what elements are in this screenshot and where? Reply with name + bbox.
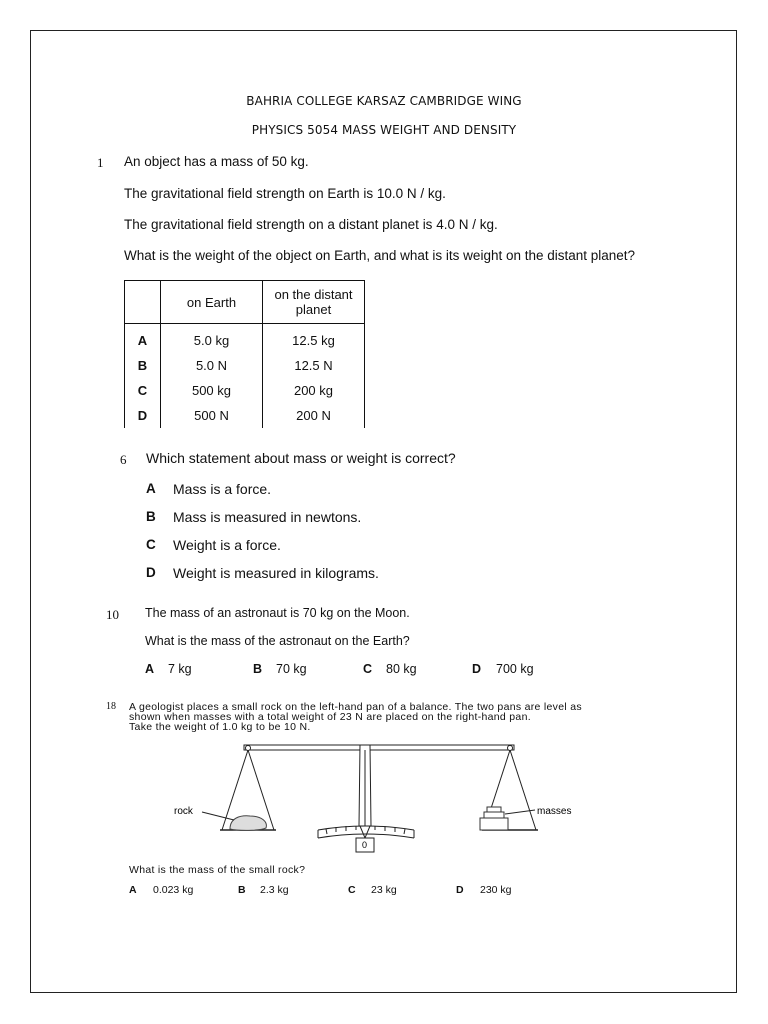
q18-option-a-letter: A [129,884,137,896]
subject-title: PHYSICS 5054 MASS WEIGHT AND DENSITY [251,123,517,137]
q18-line-2: shown when masses with a total weight of 23 N are placed on the right-hand pan. [129,711,531,723]
q18-option-c-text: 23 kg [371,884,397,896]
row-planet: 200 N [263,403,365,428]
scale-zero-label: 0 [362,840,368,850]
masses-stack [480,807,508,830]
table-header-planet: on the distant planet [263,281,365,324]
q18-option-b-letter: B [238,884,246,896]
rock-shape [230,816,266,831]
balance-diagram [160,738,600,860]
balance-pillar [356,745,374,852]
q10-option-b-letter: B [253,662,263,676]
q10-line-1: The mass of an astronaut is 70 kg on the Moon. [145,606,410,620]
q6-option-b-letter: B [146,509,156,524]
q10-option-d-letter: D [472,662,482,676]
q10-option-a-letter: A [145,662,155,676]
q1-line-2: The gravitational field strength on Earth is 10.0 N / kg. [124,186,446,201]
row-letter: D [125,403,161,428]
row-letter: B [125,353,161,378]
q6-option-a-letter: A [146,481,156,496]
q10-option-d-text: 700 kg [496,662,534,676]
q10-option-c-text: 80 kg [386,662,417,676]
table-row [125,324,365,354]
q10-option-a-text: 7 kg [168,662,192,676]
table-header-earth: on Earth [161,281,263,324]
q18-option-d-text: 230 kg [480,884,512,896]
q1-line-1: An object has a mass of 50 kg. [124,154,309,169]
q18-option-c-letter: C [348,884,356,896]
row-earth: 500 kg [161,378,263,403]
q1-line-3: The gravitational field strength on a distant planet is 4.0 N / kg. [124,217,498,232]
q10-line-2: What is the mass of the astronaut on the Earth? [145,634,410,648]
question-6-number: 6 [120,452,127,467]
table-header-blank [125,281,161,324]
row-planet: 12.5 N [263,353,365,378]
q18-option-a-text: 0.023 kg [153,884,194,896]
q6-option-d-letter: D [146,565,156,580]
school-title: BAHRIA COLLEGE KARSAZ CAMBRIDGE WING [246,94,522,108]
row-letter: A [125,324,161,354]
row-planet: 12.5 kg [263,324,365,354]
rock-leader [202,812,234,820]
row-planet: 200 kg [263,378,365,403]
q18-line-1: A geologist places a small rock on the left-hand pan of a balance. The two pans are level as [129,701,582,713]
row-earth: 500 N [161,403,263,428]
q6-option-b-text: Mass is measured in newtons. [173,509,362,525]
table-row [125,403,365,428]
q6-option-c-text: Weight is a force. [173,537,281,553]
q10-option-b-text: 70 kg [276,662,307,676]
masses-label: masses [537,806,572,817]
rock-label: rock [174,806,193,817]
table-header-row [125,281,365,324]
q10-option-c-letter: C [363,662,373,676]
q6-option-a-text: Mass is a force. [173,481,272,497]
balance-beam [244,745,514,751]
q18-option-b-text: 2.3 kg [260,884,289,896]
row-earth: 5.0 N [161,353,263,378]
q6-option-c-letter: C [146,537,156,552]
question-18-number: 18 [106,701,116,712]
question-1-number: 1 [97,155,104,170]
row-earth: 5.0 kg [161,324,263,354]
q1-line-4: What is the weight of the object on Earth, and what is its weight on the distant planet? [124,248,636,263]
table-row [125,378,365,403]
table-row [125,353,365,378]
q6-option-d-text: Weight is measured in kilograms. [173,565,379,581]
question-10-number: 10 [106,607,119,622]
row-letter: C [125,378,161,403]
q6-question: Which statement about mass or weight is correct? [146,450,456,466]
q18-option-d-letter: D [456,884,464,896]
q18-question: What is the mass of the small rock? [129,864,306,876]
q18-line-3: Take the weight of 1.0 kg to be 10 N. [129,721,311,733]
q1-answer-table [124,280,365,428]
